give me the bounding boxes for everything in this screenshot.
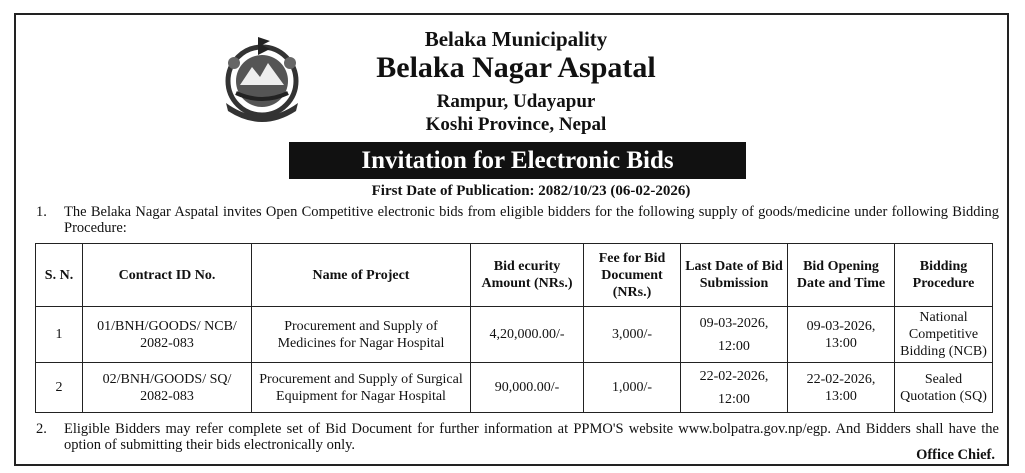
table-row [36,363,993,413]
table-row [36,307,993,363]
cell-opening: 22-02-2026, 13:00 [788,363,895,413]
cell-contract-id: 02/BNH/GOODS/ SQ/ 2082-083 [83,363,252,413]
hospital-name: Belaka Nagar Aspatal [376,51,656,84]
last-date-value: 09-03-2026, [699,315,769,331]
table-header-row [36,244,993,307]
header-project: Name of Project [252,244,471,307]
cell-procedure: Sealed Quotation (SQ) [895,363,993,413]
footer-paragraph: Eligible Bidders may refer complete set of Bid Document for further information at PPMO'S website www.bolpatra.gov.np/egp. And Bidders shall have the option of submitting their bids electronically only. [64,421,999,453]
publication-date: First Date of Publication: 2082/10/23 (06-02-2026) [371,183,691,199]
cell-fee: 3,000/- [584,307,681,363]
cell-security: 4,20,000.00/- [471,307,584,363]
last-time-value: 12:00 [718,338,750,354]
cell-project: Procurement and Supply of Medicines for Nagar Hospital [252,307,471,363]
org-name: Belaka Municipality [424,27,608,51]
cell-project: Procurement and Supply of Surgical Equipment for Nagar Hospital [252,363,471,413]
notice-title-banner: Invitation for Electronic Bids [289,142,746,179]
header-security: Bid ecurity Amount (NRs.) [471,244,584,307]
cell-last-date [681,363,788,413]
header-last-date: Last Date of Bid Submission [681,244,788,307]
last-date-value: 22-02-2026, [699,368,769,384]
address-line-1: Rampur, Udayapur [436,91,596,112]
cell-fee: 1,000/- [584,363,681,413]
footer-number: 2. [36,421,47,437]
header-procedure: Bidding Procedure [895,244,993,307]
cell-security: 90,000.00/- [471,363,584,413]
cell-last-date [681,307,788,363]
bids-table [35,243,993,413]
nepal-emblem-icon [212,33,312,125]
intro-paragraph: The Belaka Nagar Aspatal invites Open Competitive electronic bids from eligible bidders for the following supply of goods/medicine under following Bidding Procedure: [64,204,999,236]
signoff: Office Chief. [916,447,995,463]
cell-opening: 09-03-2026, 13:00 [788,307,895,363]
cell-sn: 1 [36,307,83,363]
header-fee: Fee for Bid Document (NRs.) [584,244,681,307]
last-time-value: 12:00 [718,391,750,407]
address-line-2: Koshi Province, Nepal [425,114,607,135]
notice-page [14,13,1009,466]
header-contract-id: Contract ID No. [83,244,252,307]
intro-number: 1. [36,204,47,220]
header-sn: S. N. [36,244,83,307]
cell-procedure: National Competitive Bidding (NCB) [895,307,993,363]
header-opening: Bid Opening Date and Time [788,244,895,307]
cell-sn: 2 [36,363,83,413]
cell-contract-id: 01/BNH/GOODS/ NCB/ 2082-083 [83,307,252,363]
